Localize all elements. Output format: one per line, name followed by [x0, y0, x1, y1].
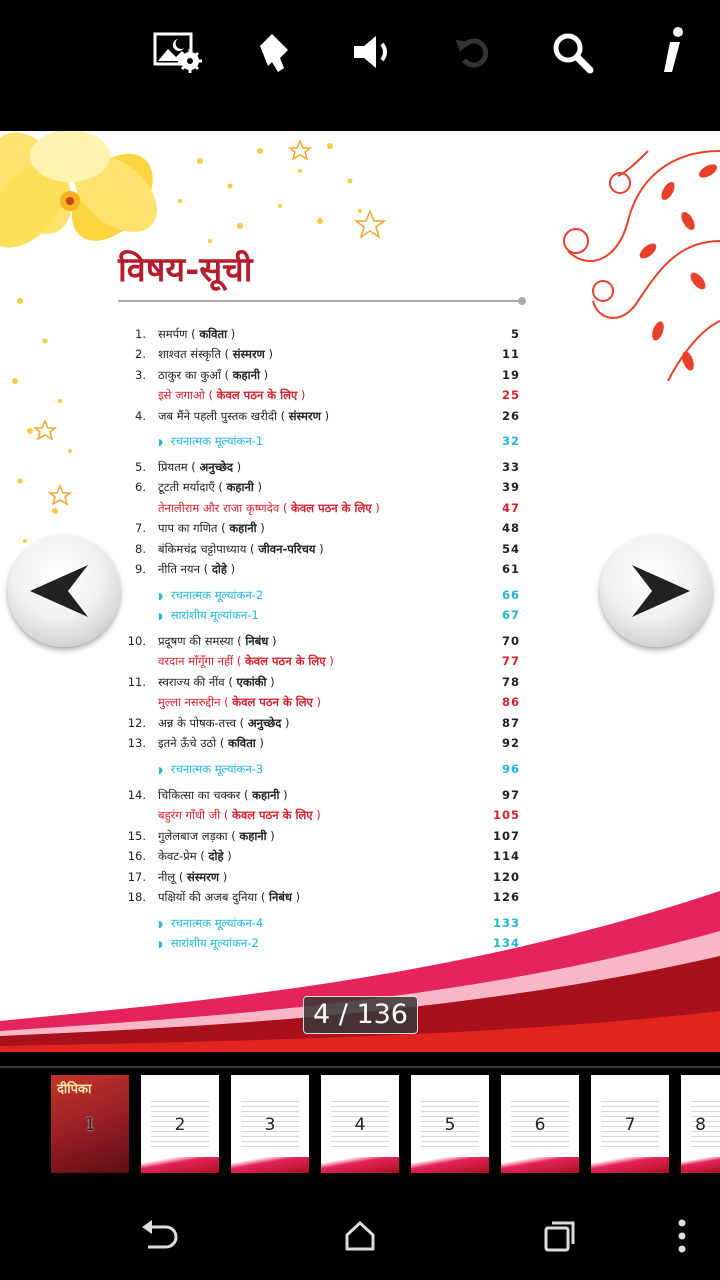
toc-entry[interactable]: [120, 560, 520, 578]
toc-entry-kind: केवल पठन के लिए: [291, 501, 372, 515]
toc-assessment-entry[interactable]: [120, 760, 520, 778]
toc-entry-number: 5.: [135, 460, 146, 474]
swirl-decoration: [548, 131, 720, 391]
bookmark-icon[interactable]: [244, 24, 300, 80]
thumbnail-band: [591, 1157, 669, 1173]
toc-entry[interactable]: [120, 734, 520, 752]
toc-entry-title: पाप का गणित ( कहानी ): [158, 521, 265, 535]
toc-entry-title-text: जब मैंने पहली पुस्तक खरीदी: [158, 409, 277, 423]
title-divider-dot: [518, 297, 526, 305]
toc-entry-title: इसे जगाओ ( केवल पठन के लिए ): [158, 388, 306, 402]
thumbnail-number: 3: [264, 1115, 276, 1135]
toc-entry-number: 13.: [127, 736, 146, 750]
toc-entry-title-text: रचनात्मक मूल्यांकन-3: [170, 762, 264, 776]
toc-entry-number: 12.: [127, 716, 146, 730]
page-thumbnail[interactable]: [591, 1075, 669, 1173]
toc-entry-page: 86: [501, 695, 520, 709]
toc-entry-title-text: नीलू: [158, 870, 176, 884]
toc-entry-page: 67: [501, 608, 520, 622]
day-night-settings-icon[interactable]: [150, 24, 206, 80]
thumbnail-number: 4: [354, 1115, 366, 1135]
toc-reading-entry[interactable]: [120, 386, 520, 404]
toc-entry-title-text: वरदान माँगूँगा नहीं: [158, 654, 234, 668]
next-page-button[interactable]: [600, 535, 712, 647]
thumbnail-number: 2: [174, 1115, 186, 1135]
system-navigation-bar: [0, 1190, 720, 1280]
toc-entry-page: 54: [501, 542, 520, 556]
toc-entry-title: इतने ऊँचे उठो ( कविता ): [158, 736, 264, 750]
toc-entry-title-text: बंकिमचंद्र चट्टोपाध्याय: [158, 542, 247, 556]
toc-entry-kind: दोहे: [211, 562, 228, 576]
toc-entry-page: 105: [492, 808, 520, 822]
thumbnail-band: [231, 1157, 309, 1173]
toc-entry[interactable]: [120, 407, 520, 425]
toc-entry-page: 96: [501, 762, 520, 776]
toc-entry[interactable]: [120, 632, 520, 650]
toc-entry-title-text: ठाकुर का कुआँ: [158, 368, 221, 382]
page-thumbnail[interactable]: [51, 1075, 129, 1173]
toc-entry[interactable]: [120, 847, 520, 865]
toc-entry-page: 61: [501, 562, 520, 576]
toc-entry-title-text: स्वराज्य की नींव: [158, 675, 225, 689]
toc-entry-title: गुलेलबाज लड़का ( कहानी ): [158, 829, 275, 843]
toc-reading-entry[interactable]: [120, 652, 520, 670]
thumbnail-number: 5: [444, 1115, 456, 1135]
toc-entry-title-text: चिकित्सा का चक्कर: [158, 788, 241, 802]
toc-entry-kind: कहानी: [226, 480, 254, 494]
info-icon[interactable]: [644, 24, 700, 80]
toc-entry-title: बहुरंग गाँधी जी ( केवल पठन के लिए ): [158, 808, 321, 822]
toc-entry-page: 134: [492, 936, 520, 950]
page-thumbnail[interactable]: [681, 1075, 720, 1173]
thumbnail-band: [681, 1157, 720, 1173]
toc-entry-title-text: केवट-प्रेम: [158, 849, 197, 863]
search-icon[interactable]: [544, 24, 600, 80]
toc-entry-title-text: रचनात्मक मूल्यांकन-1: [170, 434, 264, 448]
toc-entry-title-text: पक्षियों की अजब दुनिया: [158, 890, 258, 904]
toc-entry-title: वरदान माँगूँगा नहीं ( केवल पठन के लिए ): [158, 654, 334, 668]
page-thumbnail[interactable]: [231, 1075, 309, 1173]
toc-entry-page: 92: [501, 736, 520, 750]
toc-entry-kind: एकांकी: [236, 675, 267, 689]
toc-entry-title-text: रचनात्मक मूल्यांकन-2: [170, 588, 264, 602]
toc-entry-title: बंकिमचंद्र चट्टोपाध्याय ( जीवन-परिचय ): [158, 542, 324, 556]
toc-entry-number: 15.: [127, 829, 146, 843]
toc-entry[interactable]: [120, 458, 520, 476]
toc-entry-title: चिकित्सा का चक्कर ( कहानी ): [158, 788, 288, 802]
toc-entry-page: 77: [501, 654, 520, 668]
toc-entry-title: [158, 432, 263, 452]
toc-entry-number: 11.: [127, 675, 146, 689]
toc-assessment-entry[interactable]: [120, 606, 520, 624]
toc-reading-entry[interactable]: [120, 806, 520, 824]
toc-entry-kind: केवल पठन के लिए: [244, 654, 326, 668]
toc-entry-page: 47: [501, 501, 520, 515]
thumbnail-band: [501, 1157, 579, 1173]
toc-entry-title: मुल्ला नसरुद्दीन ( केवल पठन के लिए ): [158, 695, 322, 709]
toc-entry-page: 70: [501, 634, 520, 648]
toc-entry[interactable]: [120, 345, 520, 363]
top-toolbar: [0, 0, 720, 100]
toc-entry-title: प्रदूषण की समस्या ( निबंध ): [158, 634, 277, 648]
toc-entry-number: 14.: [127, 788, 146, 802]
page-title: विषय-सूची: [118, 250, 253, 290]
toc-entry-page: 126: [492, 890, 520, 904]
thumbnail-band: [411, 1157, 489, 1173]
toc-entry-kind: कविता: [199, 327, 228, 341]
toc-entry-title-text: तेनालीराम और राजा कृष्णदेव: [158, 501, 280, 515]
toc-entry-number: 6.: [135, 480, 146, 494]
toc-entry-title: शाश्वत संस्कृति ( संस्मरण ): [158, 347, 274, 361]
page-thumbnail[interactable]: [411, 1075, 489, 1173]
toc-entry-title-text: पाप का गणित: [158, 521, 218, 535]
toc-entry-kind: अनुच्छेद: [247, 716, 282, 730]
toc-entry-page: 26: [501, 409, 520, 423]
toc-entry-title-text: समर्पण: [158, 327, 188, 341]
toc-entry-title-text: टूटती मर्यादाएँ: [158, 480, 215, 494]
toc-entry-title-text: इतने ऊँचे उठो: [158, 736, 217, 750]
toc-entry-kind: अनुच्छेद: [199, 460, 234, 474]
toc-entry-page: 107: [492, 829, 520, 843]
toc-entry-number: 1.: [135, 327, 146, 341]
toc-entry-title-text: अन्न के पोषक-तत्त्व: [158, 716, 237, 730]
toc-entry-kind: कहानी: [252, 788, 280, 802]
toc-entry-title-text: शाश्वत संस्कृति: [158, 347, 221, 361]
page-thumbnail[interactable]: [141, 1075, 219, 1173]
toc-entry[interactable]: [120, 540, 520, 558]
toc-entry-title: ठाकुर का कुआँ ( कहानी ): [158, 368, 269, 382]
toc-reading-entry[interactable]: [120, 499, 520, 517]
arrow-right-icon: [600, 535, 712, 647]
toc-entry[interactable]: [120, 478, 520, 496]
toc-assessment-entry[interactable]: [120, 432, 520, 450]
toc-entry-kind: केवल पठन के लिए: [232, 695, 313, 709]
toc-entry-page: 97: [501, 788, 520, 802]
toc-entry-page: 5: [510, 327, 520, 341]
toc-entry-kind: केवल पठन के लिए: [216, 388, 298, 402]
toc-reading-entry[interactable]: [120, 693, 520, 711]
toc-entry-title-text: प्रदूषण की समस्या: [158, 634, 234, 648]
toc-entry-title-text: प्रियतम: [158, 460, 188, 474]
toc-entry-title: टूटती मर्यादाएँ ( कहानी ): [158, 480, 263, 494]
toc-entry-page: 78: [501, 675, 520, 689]
toc-entry-title: तेनालीराम और राजा कृष्णदेव ( केवल पठन के लिए ): [158, 501, 380, 515]
previous-page-button[interactable]: [8, 535, 120, 647]
undo-icon[interactable]: [446, 24, 502, 80]
thumbnail-number: 7: [624, 1115, 636, 1135]
toc-entry-title: प्रियतम ( अनुच्छेद ): [158, 460, 242, 474]
thumbnail-band: [141, 1157, 219, 1173]
toc-entry-title: अन्न के पोषक-तत्त्व ( अनुच्छेद ): [158, 716, 290, 730]
toc-entry-kind: निबंध: [269, 890, 292, 904]
toc-entry-title-text: गुलेलबाज लड़का: [158, 829, 228, 843]
toc-entry-kind: कहानी: [239, 829, 267, 843]
toc-entry-kind: कहानी: [229, 521, 257, 535]
toc-entry-number: 8.: [135, 542, 146, 556]
toc-entry-kind: निबंध: [245, 634, 269, 648]
toc-entry-number: 2.: [135, 347, 146, 361]
thumbnail-number: 1: [84, 1115, 96, 1135]
toc-entry-page: 48: [501, 521, 520, 535]
toc-entry-kind: संस्मरण: [288, 409, 321, 423]
toc-entry-title-text: बहुरंग गाँधी जी: [158, 808, 221, 822]
toc-entry-number: 9.: [135, 562, 146, 576]
toc-entry[interactable]: [120, 827, 520, 845]
toc-entry-title-text: नीति नयन: [158, 562, 200, 576]
toc-entry[interactable]: [120, 786, 520, 804]
toc-entry-title-text: सारांशीय मूल्यांकन-2: [170, 936, 259, 950]
thumbnail-strip-divider: [0, 1066, 720, 1068]
toc-entry-page: 33: [501, 460, 520, 474]
toc-assessment-entry[interactable]: [120, 586, 520, 604]
toc-entry-kind: कविता: [228, 736, 256, 750]
overflow-menu-icon[interactable]: [658, 1212, 706, 1260]
toc-entry-number: 4.: [135, 409, 146, 423]
toc-entry-kind: जीवन-परिचय: [258, 542, 316, 556]
thumbnail-band: [321, 1157, 399, 1173]
page-thumbnail[interactable]: [321, 1075, 399, 1173]
toc-entry-title: केवट-प्रेम ( दोहे ): [158, 849, 232, 863]
page-thumbnail[interactable]: [501, 1075, 579, 1173]
back-icon[interactable]: [136, 1212, 184, 1260]
toc-entry-page: 11: [501, 347, 520, 361]
toc-entry-kind: संस्मरण: [232, 347, 265, 361]
toc-entry-number: 17.: [127, 870, 146, 884]
toc-entry-title: [158, 586, 263, 606]
toc-entry-title: समर्पण ( कविता ): [158, 327, 236, 341]
thumbnail-number: 8: [695, 1115, 706, 1135]
toc-entry-title-text: रचनात्मक मूल्यांकन-4: [170, 916, 264, 930]
toc-entry-title: नीति नयन ( दोहे ): [158, 562, 236, 576]
toc-entry-title: पक्षियों की अजब दुनिया ( निबंध ): [158, 890, 301, 904]
toc-entry-page: 114: [492, 849, 520, 863]
toc-entry-title: [158, 606, 259, 626]
toc-entry-title: नीलू ( संस्मरण ): [158, 870, 228, 884]
toc-entry-page: 133: [492, 916, 520, 930]
recent-apps-icon[interactable]: [536, 1212, 584, 1260]
toc-entry-number: 16.: [127, 849, 146, 863]
toc-entry-kind: केवल पठन के लिए: [232, 808, 313, 822]
toc-entry-page: 39: [501, 480, 520, 494]
home-icon[interactable]: [336, 1212, 384, 1260]
toc-entry-number: 10.: [127, 634, 146, 648]
toc-entry-title: जब मैंने पहली पुस्तक खरीदी ( संस्मरण ): [158, 409, 330, 423]
thumbnail-number: 6: [534, 1115, 546, 1135]
toc-entry-kind: कहानी: [232, 368, 260, 382]
toc-entry[interactable]: [120, 714, 520, 732]
toc-entry-page: 19: [501, 368, 520, 382]
cover-title: दीपिका: [57, 1082, 92, 1097]
toc-entry-number: 18.: [127, 890, 146, 904]
toc-entry-kind: दोहे: [208, 849, 224, 863]
toc-entry-number: 7.: [135, 521, 146, 535]
toc-entry-page: 66: [501, 588, 520, 602]
volume-icon[interactable]: [345, 24, 401, 80]
toc-entry-title: स्वराज्य की नींव ( एकांकी ): [158, 675, 275, 689]
toc-entry[interactable]: [120, 325, 520, 343]
toc-entry-title: [158, 760, 263, 780]
toc-entry-number: 3.: [135, 368, 146, 382]
toc-entry-page: 87: [501, 716, 520, 730]
arrow-left-icon: [8, 535, 120, 647]
toc-entry-kind: संस्मरण: [186, 870, 220, 884]
toc-entry[interactable]: [120, 519, 520, 537]
toc-entry-title-text: मुल्ला नसरुद्दीन: [158, 695, 221, 709]
toc-entry-title-text: इसे जगाओ: [158, 388, 205, 402]
toc-entry-page: 32: [501, 434, 520, 448]
toc-entry[interactable]: [120, 673, 520, 691]
toc-entry-title-text: सारांशीय मूल्यांकन-1: [170, 608, 259, 622]
toc-entry-page: 120: [492, 870, 520, 884]
toc-entry-page: 25: [501, 388, 520, 402]
page-counter: 4 / 136: [303, 996, 418, 1034]
toc-entry[interactable]: [120, 366, 520, 384]
title-divider: [118, 300, 523, 302]
